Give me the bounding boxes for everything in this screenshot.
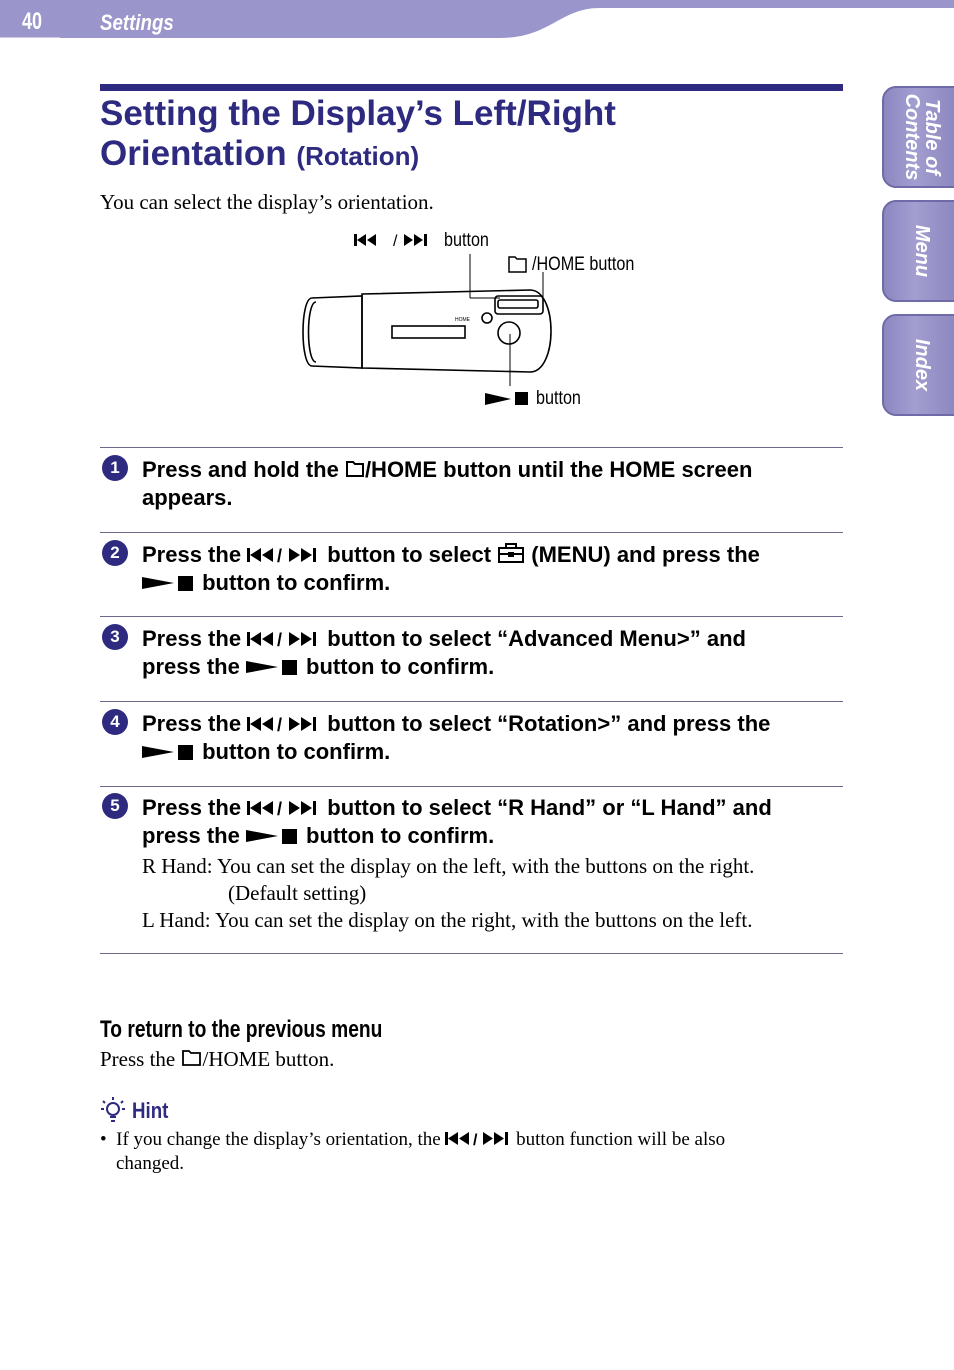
return-body [100, 1047, 334, 1072]
divider [100, 701, 843, 702]
step-text-part: button to confirm. [299, 823, 495, 848]
svg-text:/: / [277, 715, 283, 733]
divider [100, 616, 843, 617]
page-title [100, 94, 860, 176]
divider [100, 786, 843, 787]
step-text-part: button to confirm. [196, 570, 391, 595]
tab-menu[interactable] [882, 200, 954, 302]
play-stop-icon [485, 392, 528, 405]
step-text-part: Press the [142, 795, 248, 820]
step-text-part: Press the [142, 711, 248, 736]
bullet: • [100, 1129, 117, 1150]
hint-body [100, 1128, 820, 1176]
step-number: 3 [102, 624, 128, 650]
tab-label-index: Index [911, 338, 933, 392]
step-text-part: button to select “Advanced Menu>” and [321, 626, 746, 651]
title-line1: Setting the Display’s Left/Right [100, 94, 616, 133]
home-folder-icon [181, 1048, 203, 1068]
return-text-part: /HOME button. [202, 1047, 335, 1071]
tab-label-menu: Menu [911, 224, 933, 278]
step-text-part: Press the [142, 626, 248, 651]
step-text-part: button to confirm. [299, 654, 495, 679]
label-home: /HOME button [532, 254, 635, 275]
step-text-part: /HOME button until the HOME screen [364, 457, 753, 482]
step-5-text [142, 794, 842, 850]
section-name: Settings [100, 10, 174, 35]
step-text-part: Press and hold the [142, 457, 345, 482]
tab-table-of-contents[interactable] [882, 86, 954, 188]
step-1-text [142, 456, 842, 512]
step-number: 1 [102, 455, 128, 481]
step-text-part: (MENU) and press the [525, 542, 760, 567]
divider [100, 532, 843, 533]
option-l-hand: L Hand: You can set the display on the right, with the buttons on the left. [142, 908, 753, 932]
step-text-part: press the [142, 654, 246, 679]
tab-index[interactable] [882, 314, 954, 416]
svg-text:/: / [277, 546, 283, 564]
hint-text-part: changed. [116, 1153, 185, 1174]
page-number: 40 [22, 8, 43, 35]
step-text-part: button to select [321, 542, 498, 567]
tab-label-contents: Table of Contents [901, 93, 943, 181]
svg-text:/: / [277, 799, 283, 817]
step-3-text [142, 625, 842, 681]
title-rule [100, 84, 843, 91]
step-text-part: appears. [142, 485, 233, 510]
play-stop-icon [142, 574, 196, 592]
label-prev-next: button [444, 230, 489, 251]
step-text-part: button to select “R Hand” or “L Hand” and [321, 795, 772, 820]
step-4-text [142, 710, 842, 766]
step-text-part: button to confirm. [196, 739, 391, 764]
step-number: 5 [102, 793, 128, 819]
play-stop-icon [246, 827, 300, 845]
device-home-text: HOME [455, 317, 470, 323]
label-play: button [536, 388, 581, 409]
step-text-part: button to select “Rotation>” and press the [321, 711, 771, 736]
title-suffix: (Rotation) [296, 141, 420, 171]
home-folder-icon [509, 257, 526, 272]
divider [100, 953, 843, 954]
svg-text:/: / [473, 1132, 478, 1147]
prev-next-icon [354, 233, 427, 250]
device-diagram [290, 226, 670, 416]
hint-heading: Hint [132, 1098, 169, 1123]
device-body [303, 290, 551, 372]
step-number: 2 [102, 540, 128, 566]
step-2-text [142, 541, 842, 597]
step-number: 4 [102, 709, 128, 735]
return-text-part: Press the [100, 1047, 181, 1071]
intro-text: You can select the display’s orientation. [100, 190, 434, 214]
option-r-hand: R Hand: You can set the display on the left, with the buttons on the right. [142, 854, 755, 878]
return-heading: To return to the previous menu [100, 1016, 383, 1043]
divider [100, 447, 843, 448]
hint-bulb-icon [100, 1096, 130, 1126]
svg-text:/: / [277, 630, 283, 648]
menu-toolbox-icon [497, 542, 525, 564]
step-text-part: press the [142, 823, 246, 848]
title-line2: Orientation [100, 134, 287, 173]
hint-text-part: If you change the display’s orientation, the [116, 1129, 446, 1150]
svg-text:/: / [393, 233, 398, 250]
play-stop-icon [246, 658, 300, 676]
hint-text-part: button function will be also [511, 1129, 726, 1150]
play-stop-icon [142, 743, 196, 761]
home-folder-icon [345, 459, 365, 479]
option-r-hand-default: (Default setting) [228, 881, 367, 905]
step-text-part: Press the [142, 542, 248, 567]
